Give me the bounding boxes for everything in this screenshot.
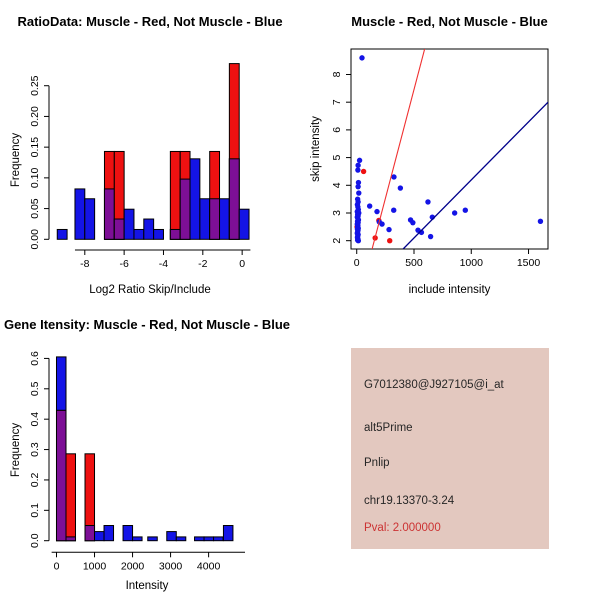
x-tick-label: -8 [80,258,90,270]
scatter-point-blue [386,227,391,232]
hist-bar-blue [104,526,114,541]
scatter-point-blue [374,209,379,214]
y-tick-label: 0.2 [29,472,41,488]
x-tick-label: -2 [198,258,208,270]
not-muscle-points [355,55,544,243]
y-tick-label: 0.15 [29,136,41,158]
x-tick-label: 0 [239,258,246,270]
y-tick-label: 6 [331,126,343,133]
hist-bar-blue [239,209,249,239]
y-tick-label: 3 [331,210,343,216]
gene_hist-bars [56,357,232,541]
hist-bar-blue [133,537,143,541]
hist-bar-blue [134,229,144,239]
hist-bar-blue [195,537,205,541]
probe-id-text: G7012380@J927105@i_at [364,379,504,391]
x-tick-label: -4 [158,258,169,270]
chart-title: RatioData: Muscle - Red, Not Muscle - Blue [17,14,283,29]
ratio-histogram-panel [0,0,300,300]
y-tick-label: 0.1 [29,503,41,518]
scatter-point-blue [357,158,362,163]
x-tick-label: -6 [119,258,129,270]
scatter-point-red [387,238,392,243]
pval-text: Pval: 2.000000 [364,522,441,534]
scatter-point-blue [538,219,543,224]
gene-symbol-text: Pnlip [364,457,390,469]
x-tick-label: 0 [353,257,360,269]
y-tick-label: 0.05 [29,198,41,219]
scatter-axes [346,74,529,254]
scatter-point-blue [425,199,430,204]
not-muscle-fit-line [403,102,548,249]
hist-bar-blue [167,532,177,541]
x-axis-label: include intensity [408,284,491,296]
hist-bar-overlap [66,537,76,541]
y-tick-label: 4 [331,182,343,189]
y-tick-label: 0.0 [29,533,41,549]
x-tick-label: 500 [405,257,423,269]
x-tick-label: 1500 [516,257,541,269]
x-tick-label: 0 [53,560,60,573]
y-tick-label: 2 [331,237,343,244]
y-tick-label: 0.6 [29,351,41,366]
fit-lines [372,48,548,250]
splice-type-text: alt5Prime [364,422,413,434]
x-axis-label: Intensity [125,580,169,592]
hist-bar-blue [75,189,85,239]
chart-title: Gene Itensity: Muscle - Red, Not Muscle - Blue [3,317,291,332]
x-tick-label: 4000 [196,560,221,573]
hist-bar-overlap [229,159,239,239]
y-tick-label: 0.10 [29,167,41,189]
chart-title: Muscle - Red, Not Muscle - Blue [351,14,548,29]
hist-bar-red [170,151,180,239]
hist-bar-blue [223,526,233,541]
ratio_hist-bars [57,64,249,240]
scatter-point-blue [410,220,415,225]
scatter-point-blue [452,210,457,215]
hist-bar-blue [220,199,230,240]
hist-bar-overlap [104,189,114,239]
gene-intensity-histogram-panel [0,300,300,600]
y-tick-label: 0.4 [29,411,41,427]
scatter-point-blue [356,190,361,195]
scatter-point-blue [463,208,468,213]
scatter-point-blue [379,221,384,226]
scatter-point-red [361,169,366,174]
x-tick-label: 2000 [120,560,145,573]
hist-bar-blue [190,159,200,239]
scatter-point-blue [355,184,360,189]
y-axis-label: skip intensity [310,116,322,182]
hist-bar-overlap [170,229,180,239]
x-axis-label: Log2 Ratio Skip/Include [89,284,211,296]
hist-bar-blue [200,199,210,240]
scatter-point-blue [391,208,396,213]
x-tick-label: 3000 [158,560,183,573]
scatter-point-blue [367,203,372,208]
scatter-point-blue [355,163,360,168]
scatter-point-blue [355,167,360,172]
info-box [351,348,549,549]
hist-bar-blue [124,209,134,239]
scatter-point-blue [359,55,364,60]
hist-bar-blue [144,219,154,239]
hist-bar-blue [154,229,164,239]
skip-include-scatter-panel [300,0,600,300]
hist-bar-blue [204,537,214,541]
hist-bar-blue [214,537,224,541]
scatter-point-blue [356,238,361,243]
y-axis-label: Frequency [10,422,22,478]
info-panel [300,300,600,600]
y-tick-label: 0.3 [29,442,41,457]
muscle-fit-line [372,48,425,250]
y-axis-label: Frequency [10,132,22,188]
scatter-point-blue [428,234,433,239]
hist-bar-red [66,454,76,541]
hist-bar-blue [148,537,158,541]
hist-bar-overlap [210,199,220,240]
y-tick-label: 0.00 [29,229,41,250]
hist-bar-overlap [56,410,66,540]
hist-bar-overlap [180,179,190,239]
hist-bar-overlap [114,219,124,239]
hist-bar-blue [57,229,67,239]
y-tick-label: 8 [331,71,343,78]
x-tick-label: 1000 [82,560,107,573]
y-tick-label: 7 [331,99,343,106]
hist-bar-blue [176,537,186,541]
location-text: chr19.13370-3.24 [364,495,455,507]
hist-bar-blue [123,526,133,541]
scatter-point-blue [398,185,403,190]
hist-bar-blue [95,532,105,541]
y-tick-label: 0.25 [29,75,41,96]
y-tick-label: 0.20 [29,106,41,127]
hist-bar-overlap [85,526,95,541]
y-tick-label: 5 [331,154,343,161]
hist-bar-blue [85,199,95,240]
y-tick-label: 0.5 [29,381,41,397]
x-tick-label: 1000 [459,257,483,269]
